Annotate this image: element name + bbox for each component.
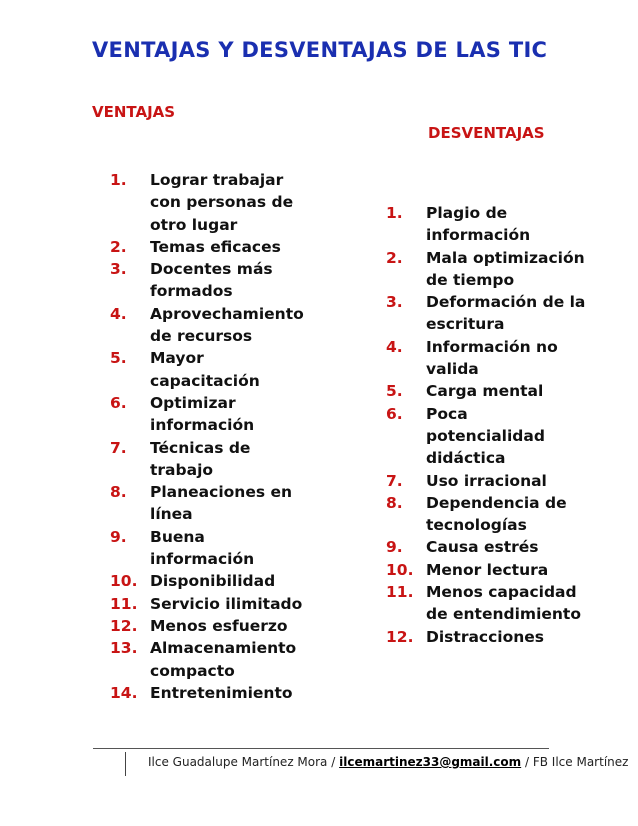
list-item xyxy=(110,258,310,303)
item-number: 3. xyxy=(110,260,127,279)
item-text: Distracciones xyxy=(426,627,545,646)
list-item xyxy=(110,682,310,704)
list-item xyxy=(386,559,586,581)
list-item xyxy=(386,470,586,492)
list-item xyxy=(110,615,310,637)
item-text: Carga mental xyxy=(426,382,544,401)
list-item xyxy=(386,536,586,558)
list-item xyxy=(110,347,310,392)
list-item xyxy=(386,247,586,292)
item-number: 7. xyxy=(110,438,127,457)
item-text: Almacenamiento compacto xyxy=(150,639,297,680)
item-text: Menos esfuerzo xyxy=(150,616,288,635)
item-number: 3. xyxy=(386,293,403,312)
item-number: 2. xyxy=(110,237,127,256)
list-item xyxy=(110,570,310,592)
item-number: 14. xyxy=(110,683,138,702)
footer-divider xyxy=(93,748,549,749)
list-item xyxy=(386,202,586,247)
item-number: 5. xyxy=(110,349,127,368)
item-number: 6. xyxy=(386,404,403,423)
item-text: Optimizar información xyxy=(150,393,255,435)
item-number: 11. xyxy=(110,594,138,613)
list-item xyxy=(386,380,586,402)
footer-author: Ilce Guadalupe Martínez Mora / xyxy=(148,755,336,769)
item-text: Entretenimiento xyxy=(150,683,293,702)
item-number: 13. xyxy=(110,639,138,658)
item-text: Lograr trabajar con personas de otro lugar xyxy=(150,171,294,234)
item-number: 8. xyxy=(110,483,127,502)
item-number: 6. xyxy=(110,393,127,412)
item-text: Plagio de información xyxy=(426,204,531,245)
item-number: 4. xyxy=(386,337,403,356)
list-item xyxy=(386,626,586,648)
footer-vertical-rule xyxy=(125,752,126,776)
item-text: Servicio ilimitado xyxy=(150,594,303,613)
item-text: Información no valida xyxy=(426,337,558,379)
item-number: 12. xyxy=(386,627,414,646)
item-text: Aprovechamiento de recursos xyxy=(150,304,304,346)
item-number: 10. xyxy=(110,572,138,591)
list-item xyxy=(110,593,310,615)
footer-email-link[interactable]: ilcemartinez33@gmail.com xyxy=(339,755,522,769)
item-text: Mala optimización de tiempo xyxy=(426,248,585,289)
item-text: Buena información xyxy=(150,527,255,569)
item-number: 2. xyxy=(386,248,403,267)
item-text: Poca potencialidad didáctica xyxy=(426,404,545,468)
list-item xyxy=(110,481,310,526)
list-item xyxy=(386,403,586,470)
list-item xyxy=(110,392,310,437)
item-number: 9. xyxy=(110,527,127,546)
item-text: Mayor capacitación xyxy=(150,349,260,390)
item-text: Dependencia de tecnologías xyxy=(426,493,567,535)
list-item xyxy=(110,236,310,258)
ventajas-list xyxy=(110,169,310,704)
desventajas-heading: DESVENTAJAS xyxy=(428,124,545,142)
item-number: 5. xyxy=(386,382,403,401)
list-item xyxy=(110,526,310,571)
item-number: 11. xyxy=(386,583,414,602)
item-number: 1. xyxy=(386,204,403,222)
item-number: 4. xyxy=(110,304,127,323)
item-number: 8. xyxy=(386,493,403,512)
item-number: 7. xyxy=(386,471,403,490)
list-item xyxy=(386,291,586,336)
item-text: Menor lectura xyxy=(426,560,549,579)
list-item xyxy=(386,336,586,381)
document-title: VENTAJAS Y DESVENTAJAS DE LAS TIC xyxy=(92,38,548,62)
item-text: Planeaciones en línea xyxy=(150,483,293,524)
ventajas-heading: VENTAJAS xyxy=(92,103,176,121)
item-number: 9. xyxy=(386,538,403,557)
footer xyxy=(148,755,628,769)
list-item xyxy=(386,492,586,537)
list-item xyxy=(110,303,310,348)
item-number: 1. xyxy=(110,171,127,189)
item-text: Deformación de la escritura xyxy=(426,293,586,334)
item-number: 12. xyxy=(110,616,138,635)
item-text: Uso irracional xyxy=(426,471,547,490)
list-item xyxy=(386,581,586,626)
item-text: Docentes más formados xyxy=(150,260,273,301)
list-item xyxy=(110,169,310,236)
list-item xyxy=(110,637,310,682)
desventajas-list xyxy=(386,202,586,648)
item-number: 10. xyxy=(386,560,414,579)
list-item xyxy=(110,437,310,482)
footer-facebook: / FB Ilce Martínez xyxy=(525,755,629,769)
item-text: Técnicas de trabajo xyxy=(150,438,251,479)
item-text: Menos capacidad de entendimiento xyxy=(426,583,581,624)
item-text: Temas eficaces xyxy=(150,237,281,256)
item-text: Causa estrés xyxy=(426,538,539,557)
item-text: Disponibilidad xyxy=(150,572,276,591)
